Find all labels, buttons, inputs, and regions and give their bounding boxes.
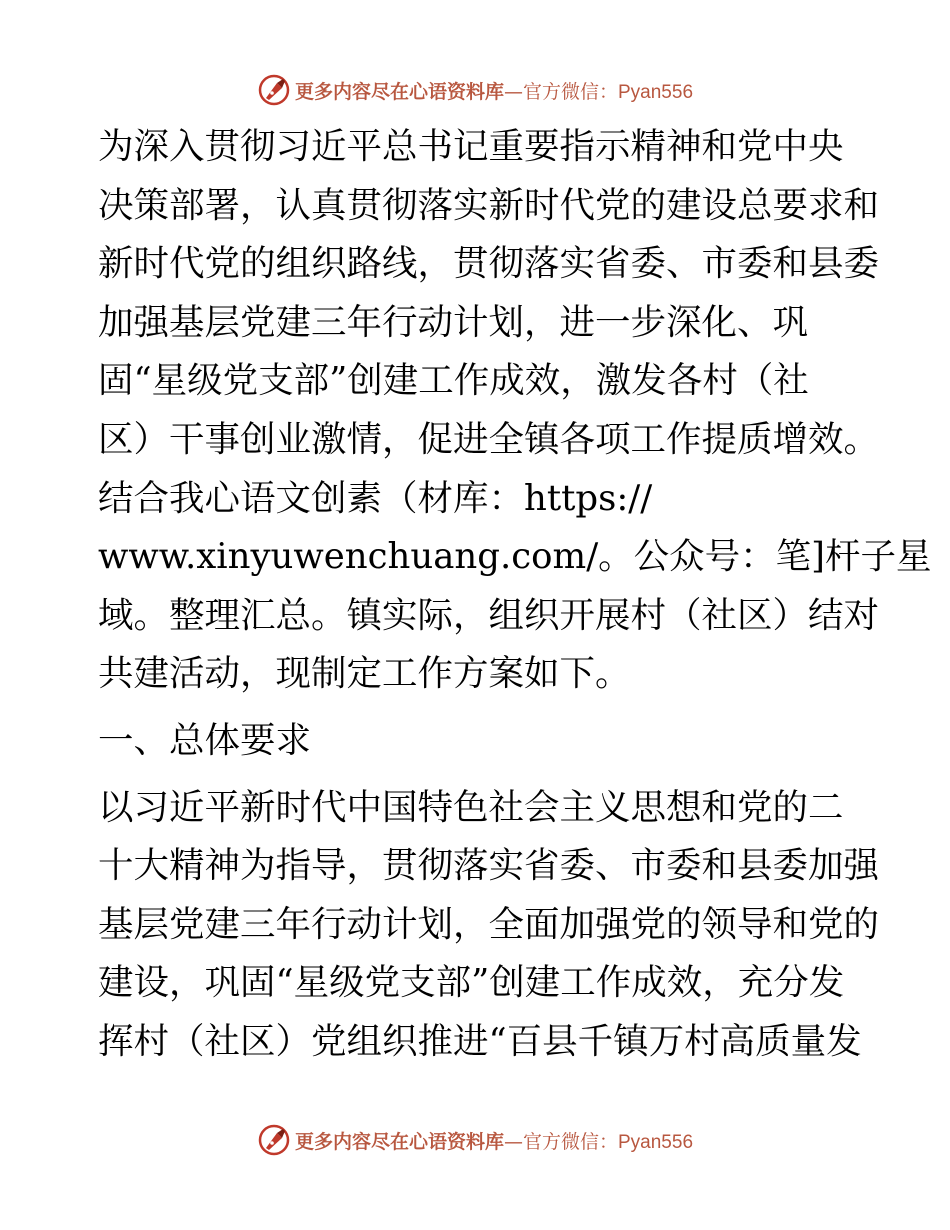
paragraph-line: 为深入贯彻习近平总书记重要指示精神和党中央 [98,126,844,167]
banner-wechat-id: Pyan556 [618,1131,694,1153]
paragraph-line: 区）干事创业激情，促进全镇各项工作提质增效。 [98,418,880,460]
paragraph-line: 建设，巩固“星级党支部”创建工作成效，充分发 [98,962,845,1004]
paragraph-requirements [98,779,880,1072]
banner-text [295,77,693,104]
banner-wechat-label: 官方微信： [522,1130,618,1153]
paragraph-line: 基层党建三年行动计划，全面加强党的领导和党的 [98,903,880,945]
paragraph-line: 结合我心语文创素（材库：https:// [98,477,653,519]
pen-nib-logo-icon [257,1123,291,1157]
footer-watermark-banner [0,1120,950,1160]
paragraph-line: 域。整理汇总。镇实际，组织开展村（社区）结对 [98,594,880,636]
paragraph-line: 加强基层党建三年行动计划，进一步深化、巩 [98,301,809,343]
paragraph-line: 共建活动，现制定工作方案如下。 [98,653,631,695]
document-body [98,118,932,1072]
paragraph-line: www.xinyuwenchuang.com/。公众号：笔]杆子星 [98,536,932,578]
banner-dash: — [503,80,523,103]
banner-wechat-label: 官方微信： [522,80,618,103]
banner-text [295,1127,693,1154]
banner-wechat-id: Pyan556 [618,81,694,103]
banner-title: 更多内容尽在心语资料库 [294,80,504,103]
paragraph-intro [98,118,932,704]
paragraph-line: 固“星级党支部”创建工作成效，激发各村（社 [98,360,809,402]
paragraph-line: 新时代党的组织路线，贯彻落实省委、市委和县委 [98,243,880,285]
banner-dash: — [503,1130,523,1153]
paragraph-line: 十大精神为指导，贯彻落实省委、市委和县委加强 [98,845,880,887]
paragraph-line: 决策部署，认真贯彻落实新时代党的建设总要求和 [98,184,880,226]
header-watermark-banner [0,70,950,110]
section-heading: 一、总体要求 [98,719,312,761]
banner-title: 更多内容尽在心语资料库 [294,1130,504,1153]
paragraph-line: 挥村（社区）党组织推进“百县千镇万村高质量发 [98,1020,862,1062]
paragraph-line: 以习近平新时代中国特色社会主义思想和党的二 [98,786,844,828]
pen-nib-logo-icon [257,73,291,107]
